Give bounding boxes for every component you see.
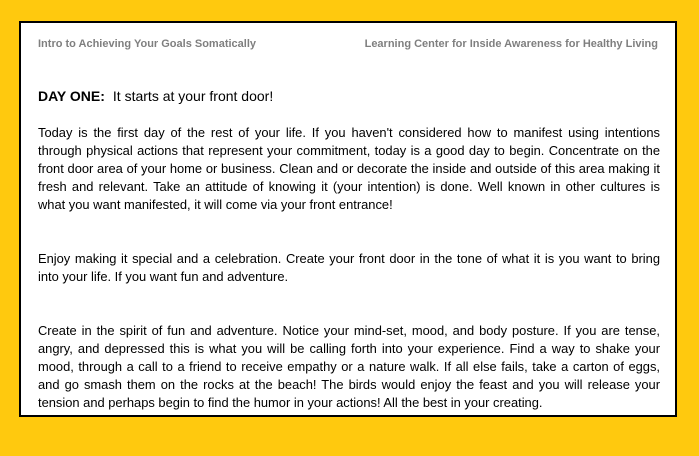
paragraph-celebration: Enjoy making it special and a celebration. Create your front door in the tone of what it is you want to bring into your life. If you want fun and adventure.	[38, 251, 660, 284]
page-header	[38, 38, 658, 50]
header-organization: Learning Center for Inside Awareness for Healthy Living	[364, 38, 658, 50]
paragraph-spirit: Create in the spirit of fun and adventure. Notice your mind-set, mood, and body posture. If you are tense, angry, and depressed this is what you will be calling forth into your experience. Find a way to shake your mood, through a call to a friend to receive empathy or a nature walk. If all else fails, take a carton of eggs, and go smash them on the rocks at the beach! The birds would enjoy the feast and you will release your tension and perhaps begin to find the humor in your actions! All the best in your creating.	[38, 323, 660, 410]
document-page	[19, 21, 677, 417]
document-body	[38, 86, 660, 412]
day-heading	[38, 86, 660, 106]
day-title: It starts at your front door!	[112, 88, 274, 104]
header-course-title: Intro to Achieving Your Goals Somatically	[38, 38, 257, 50]
paragraph-intro: Today is the first day of the rest of your life. If you haven't considered how to manifest using intentions through physical actions that represent your commitment, today is a good day to begin. Concentrate on the front door area of your home or business. Clean and or decorate the inside and outside of this area making it fresh and relevant. Take an attitude of knowing it (your intention) is done. Well known in other cultures is what you want manifested, it will come via your front entrance!	[38, 125, 660, 212]
day-label: DAY ONE:	[38, 88, 105, 104]
